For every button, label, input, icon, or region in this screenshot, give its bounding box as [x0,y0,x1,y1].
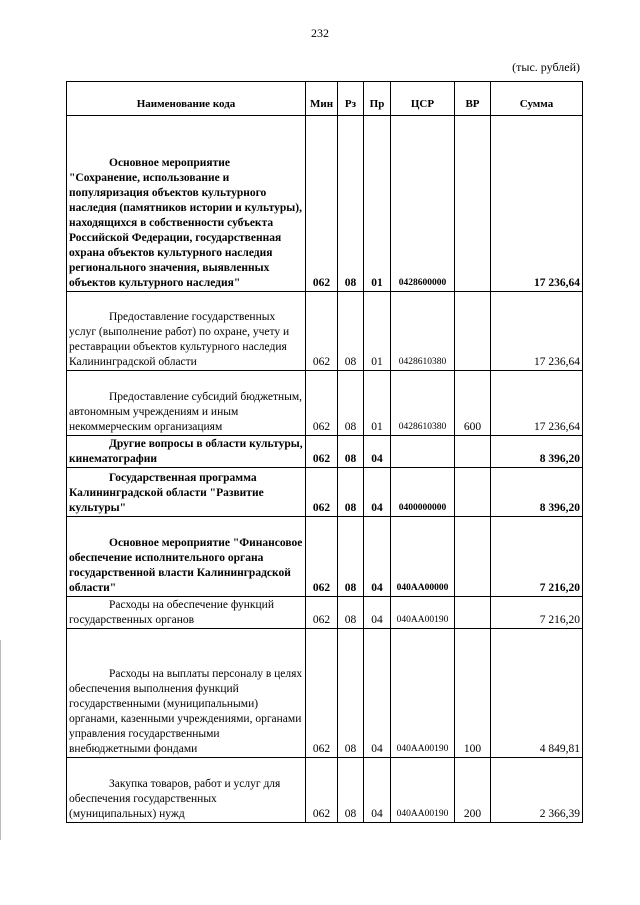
row-vr [455,116,491,292]
row-sum: 17 236,64 [491,371,583,436]
row-rz: 08 [338,371,364,436]
row-min: 062 [306,597,338,629]
row-sum: 8 396,20 [491,468,583,517]
row-pr: 01 [364,292,391,371]
row-rz: 08 [338,758,364,823]
table-row [67,517,583,597]
row-pr: 04 [364,517,391,597]
row-csr: 040АА00190 [391,597,455,629]
row-name: Расходы на выплаты персоналу в целях обеспечения выполнения функций государственными (муниципальными) органами, казенными учреждениями, органами управления государственными внебюджетными фондами [67,629,306,758]
table-header-row [67,82,583,116]
row-vr: 600 [455,371,491,436]
row-min: 062 [306,468,338,517]
row-rz: 08 [338,468,364,517]
row-csr: 040АА00000 [391,517,455,597]
header-pr: Пр [364,82,391,116]
row-min: 062 [306,629,338,758]
row-vr: 200 [455,758,491,823]
table-row [67,629,583,758]
budget-table [66,81,583,823]
table-row [67,468,583,517]
row-name: Государственная программа Калининградской области "Развитие культуры" [67,468,306,517]
row-name: Предоставление субсидий бюджетным, автономным учреждениям и иным некоммерческим организациям [67,371,306,436]
row-name: Другие вопросы в области культуры, кинематографии [67,436,306,468]
row-csr: 040АА00190 [391,629,455,758]
row-rz: 08 [338,629,364,758]
header-rz: Рз [338,82,364,116]
row-rz: 08 [338,292,364,371]
header-csr: ЦСР [391,82,455,116]
row-min: 062 [306,371,338,436]
row-name: Закупка товаров, работ и услуг для обеспечения государственных (муниципальных) нужд [67,758,306,823]
row-vr [455,436,491,468]
row-pr: 01 [364,116,391,292]
row-pr: 04 [364,758,391,823]
row-min: 062 [306,758,338,823]
row-vr [455,517,491,597]
row-sum: 17 236,64 [491,292,583,371]
row-sum: 8 396,20 [491,436,583,468]
row-csr: 0428610380 [391,292,455,371]
table-row [67,436,583,468]
header-sum: Сумма [491,82,583,116]
row-min: 062 [306,517,338,597]
row-rz: 08 [338,517,364,597]
row-pr: 04 [364,629,391,758]
row-vr: 100 [455,629,491,758]
scan-edge-line [0,640,1,840]
header-min: Мин [306,82,338,116]
row-sum: 17 236,64 [491,116,583,292]
row-vr [455,292,491,371]
table-row [67,597,583,629]
row-rz: 08 [338,116,364,292]
row-sum: 4 849,81 [491,629,583,758]
row-csr: 0428610380 [391,371,455,436]
table-row [67,758,583,823]
header-name: Наименование кода [67,82,306,116]
header-vr: ВР [455,82,491,116]
row-min: 062 [306,292,338,371]
row-sum: 2 366,39 [491,758,583,823]
row-name: Предоставление государственных услуг (выполнение работ) по охране, учету и реставрации объектов культурного наследия Калининградской области [67,292,306,371]
table-row [67,371,583,436]
row-csr [391,436,455,468]
row-pr: 01 [364,371,391,436]
table-row [67,116,583,292]
row-name: Основное мероприятие "Финансовое обеспечение исполнительного органа государственной власти Калининградской области" [67,517,306,597]
page-number: 232 [311,26,329,40]
row-pr: 04 [364,436,391,468]
row-rz: 08 [338,436,364,468]
row-sum: 7 216,20 [491,597,583,629]
row-pr: 04 [364,597,391,629]
units-label: (тыс. рублей) [512,60,580,74]
row-csr: 0428600000 [391,116,455,292]
row-rz: 08 [338,597,364,629]
row-min: 062 [306,436,338,468]
row-sum: 7 216,20 [491,517,583,597]
row-vr [455,468,491,517]
row-pr: 04 [364,468,391,517]
row-vr [455,597,491,629]
row-csr: 040АА00190 [391,758,455,823]
row-min: 062 [306,116,338,292]
row-name: Основное мероприятие "Сохранение, использование и популяризация объектов культурного наследия (памятников истории и культуры), находящихся в собственности субъекта Российской Федерации, государственная охрана объектов культурного наследия регионального значения, выявленных объектов культурного наследия" [67,116,306,292]
row-csr: 0400000000 [391,468,455,517]
table-row [67,292,583,371]
row-name: Расходы на обеспечение функций государственных органов [67,597,306,629]
